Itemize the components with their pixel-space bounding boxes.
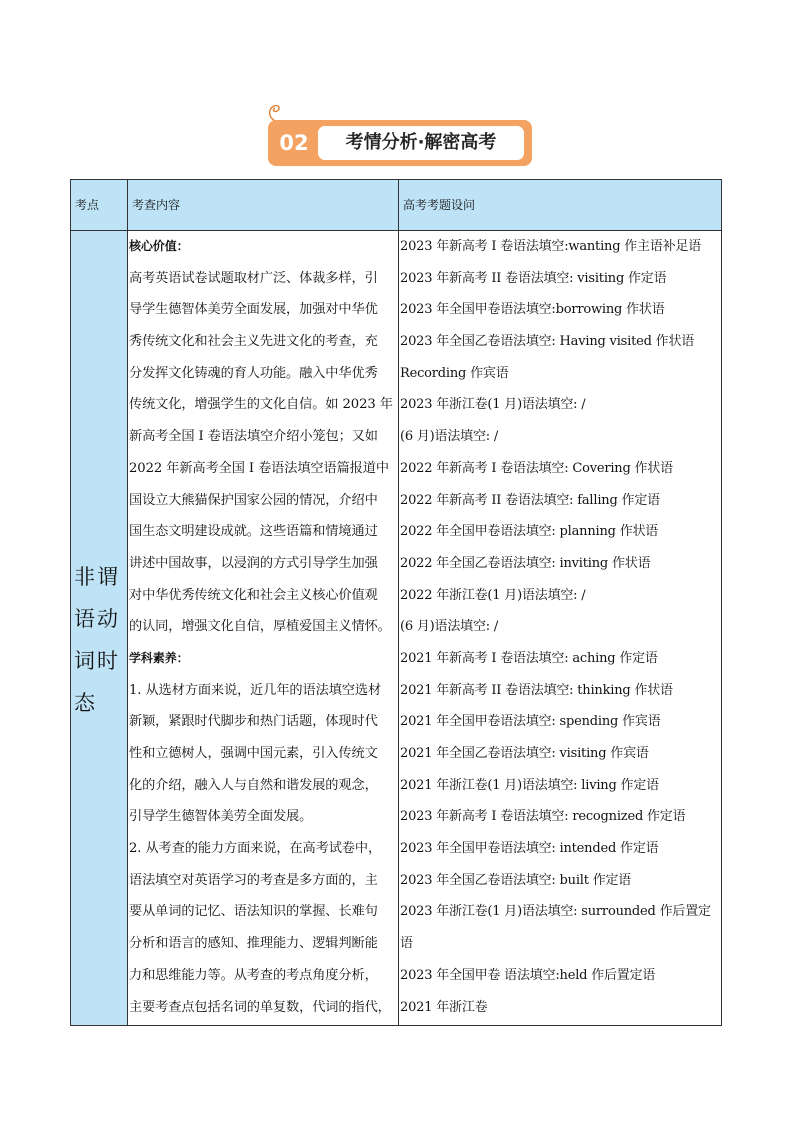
content-line: 传统文化，增强学生的文化自信。如 2023 年: [129, 397, 393, 413]
header-topic: 考点: [75, 198, 100, 212]
question-line: 2022 年全国乙卷语法填空: inviting 作状语: [400, 555, 651, 571]
topic-cell: [71, 231, 127, 1025]
question-line: Recording 作宾语: [400, 365, 509, 381]
content-line: 分发挥文化铸魂的育人功能。融入中华优秀: [129, 365, 378, 381]
question-line: 2023 年浙江卷(1 月)语法填空: surrounded 作后置定: [400, 904, 711, 920]
question-line: 2021 年新高考 I 卷语法填空: aching 作定语: [400, 650, 658, 666]
content-line: 导学生德智体美劳全面发展，加强对中华优: [129, 302, 378, 318]
content-line: 国生态文明建设成就。这些语篇和情境通过: [129, 524, 378, 540]
content-line: 化的介绍，融入人与自然和谐发展的观念，: [129, 777, 378, 793]
content-line: 要从单词的记忆、语法知识的掌握、长难句: [129, 904, 378, 920]
content-line: 性和立德树人，强调中国元素，引入传统文: [129, 746, 378, 761]
content-line: 对中华优秀传统文化和社会主义核心价值观: [129, 587, 378, 603]
question-line: 语: [400, 936, 413, 952]
question-line: 2023 年新高考 I 卷语法填空: recognized 作定语: [400, 809, 686, 825]
content-subheading: 学科素养：: [129, 650, 189, 665]
question-line: (6 月)语法填空: /: [400, 619, 499, 635]
topic-label: 非谓 语动 词时 态: [74, 565, 120, 715]
content-line: 新高考全国 I 卷语法填空介绍小笼包；又如: [129, 429, 378, 445]
header-content: 考查内容: [132, 198, 181, 212]
question-line: 2022 年新高考 I 卷语法填空: Covering 作状语: [400, 460, 673, 476]
question-line: 2023 年全国乙卷语法填空: Having visited 作状语: [400, 334, 695, 350]
question-line: 2022 年全国甲卷语法填空: planning 作状语: [400, 524, 659, 540]
content-line: 分析和语言的感知、推理能力、逻辑判断能: [129, 936, 378, 952]
question-line: 2023 年浙江卷(1 月)语法填空: /: [400, 397, 586, 413]
content-cell: [129, 231, 399, 1023]
content-line: 引导学生德智体美劳全面发展。: [129, 809, 313, 825]
content-line: 秀传统文化和社会主义先进文化的考查，充: [129, 334, 378, 350]
header-questions: 高考考题设问: [403, 198, 476, 212]
section-banner: [266, 103, 536, 169]
content-line: 的认同，增强文化自信，厚植爱国主义情怀。: [129, 619, 391, 635]
question-line: (6 月)语法填空: /: [400, 429, 499, 445]
question-line: 2021 年浙江卷: [400, 999, 488, 1015]
content-line: 2022 年新高考全国 I 卷语法填空语篇报道中: [129, 460, 389, 476]
question-line: 2021 年全国乙卷语法填空: visiting 作宾语: [400, 746, 649, 761]
content-line: 国设立大熊猫保护国家公园的情况，介绍中: [129, 492, 378, 508]
banner-title: 考情分析·解密高考: [318, 126, 524, 160]
question-line: 2023 年全国甲卷语法填空:borrowing 作状语: [400, 302, 665, 318]
column-divider: [127, 180, 128, 1025]
content-line: 1. 从选材方面来说，近几年的语法填空选材: [129, 682, 382, 698]
question-line: 2023 年全国甲卷语法填空: intended 作定语: [400, 841, 659, 857]
content-subheading: 核心价值：: [129, 239, 189, 253]
banner-number: 02: [279, 131, 309, 155]
question-line: 2021 年新高考 II 卷语法填空: thinking 作状语: [400, 682, 673, 698]
question-line: 2021 年浙江卷(1 月)语法填空: living 作定语: [400, 777, 659, 793]
question-line: 2022 年浙江卷(1 月)语法填空: /: [400, 587, 586, 603]
content-line: 讲述中国故事，以浸润的方式引导学生加强: [129, 555, 378, 571]
table-header-row: [71, 180, 721, 231]
questions-cell: [400, 231, 722, 1023]
content-line: 语法填空对英语学习的考查是多方面的，主: [129, 872, 378, 888]
question-line: 2023 年新高考 II 卷语法填空: visiting 作定语: [400, 270, 667, 286]
content-line: 力和思维能力等。从考查的考点角度分析，: [129, 967, 378, 983]
content-line: 高考英语试卷试题取材广泛、体裁多样，引: [129, 270, 378, 286]
question-line: 2021 年全国甲卷语法填空: spending 作宾语: [400, 714, 661, 730]
content-line: 2. 从考查的能力方面来说，在高考试卷中，: [129, 841, 382, 857]
content-line: 主要考查点包括名词的单复数，代词的指代，: [129, 999, 391, 1015]
question-line: 2022 年新高考 II 卷语法填空: falling 作定语: [400, 492, 660, 508]
question-line: 2023 年全国甲卷 语法填空:held 作后置定语: [400, 967, 656, 983]
content-line: 新颖，紧跟时代脚步和热门话题，体现时代: [129, 714, 378, 730]
question-line: 2023 年新高考 I 卷语法填空:wanting 作主语补足语: [400, 239, 702, 254]
question-line: 2023 年全国乙卷语法填空: built 作定语: [400, 872, 632, 888]
exam-analysis-table: [70, 179, 722, 1026]
